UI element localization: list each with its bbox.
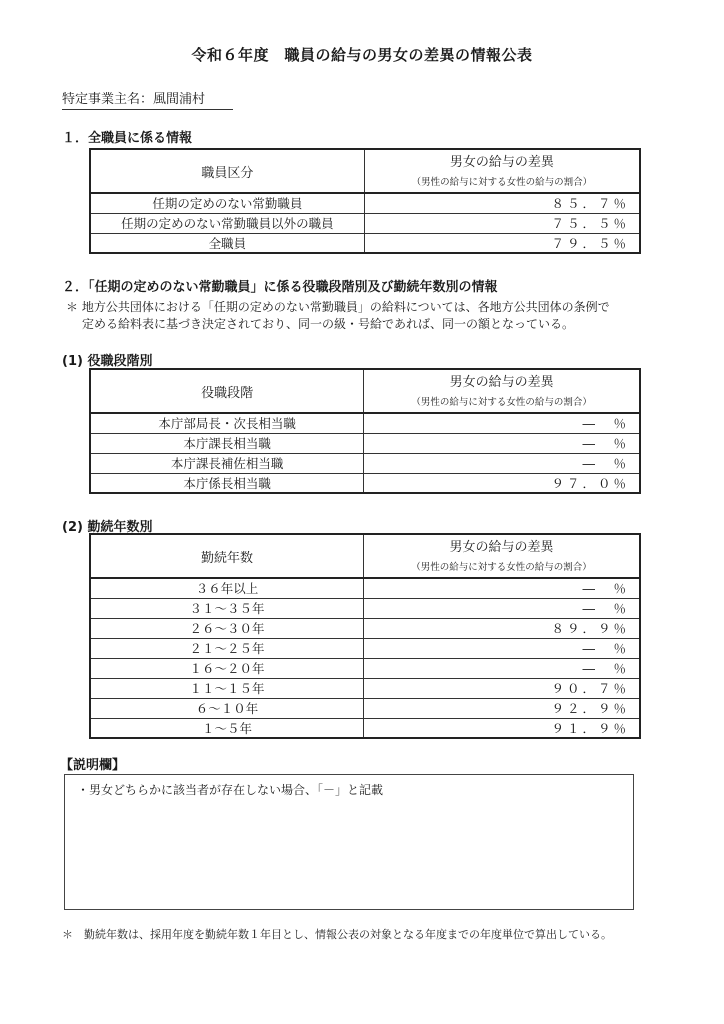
row-value: ９２．９％ xyxy=(364,698,640,718)
row-label: 本庁部局長・次長相当職 xyxy=(90,413,364,433)
sub1-heading: (1) 役職段階別 xyxy=(62,354,153,369)
all-staff-table xyxy=(89,148,641,254)
row-value: ― ％ xyxy=(364,638,640,658)
row-label: 全職員 xyxy=(90,233,364,253)
footnote: ＊ 勤続年数は、採用年度を勤続年数１年目とし、情報公表の対象となる年度までの年度単位で算出している。 xyxy=(62,928,612,941)
row-value: ８５．７％ xyxy=(364,193,640,213)
memo-box xyxy=(64,774,634,910)
row-value: ― ％ xyxy=(364,598,640,618)
row-label: 本庁課長相当職 xyxy=(90,433,364,453)
years-of-service-table xyxy=(89,533,641,739)
row-label: 本庁課長補佐相当職 xyxy=(90,453,364,473)
document-title: 令和６年度 職員の給与の男女の差異の情報公表 xyxy=(191,46,533,64)
row-label: ３６年以上 xyxy=(90,578,364,598)
sub2-heading: (2) 勤続年数別 xyxy=(62,520,153,535)
col-header-gap-main: 男女の給与の差異 xyxy=(449,540,554,555)
table-row xyxy=(90,598,640,618)
row-value: ― ％ xyxy=(364,413,640,433)
table-row xyxy=(90,698,640,718)
col-header-category: 職員区分 xyxy=(90,149,364,193)
table-row xyxy=(90,193,640,213)
row-value: ― ％ xyxy=(364,658,640,678)
row-value: ８９．９％ xyxy=(364,618,640,638)
table-row xyxy=(90,213,640,233)
section2-note-line2: 定める給料表に基づき決定されており、同一の級・号給であれば、同一の額となっている。 xyxy=(82,317,575,331)
table-row xyxy=(90,718,640,738)
col-header-gap xyxy=(364,369,640,413)
row-value: ９１．９％ xyxy=(364,718,640,738)
col-header-gap-main: 男女の給与の差異 xyxy=(449,155,554,170)
col-header-gap xyxy=(364,534,640,578)
table-row xyxy=(90,658,640,678)
col-header-gap-sub: （男性の給与に対する女性の給与の割合） xyxy=(411,397,592,408)
col-header-years: 勤続年数 xyxy=(90,534,364,578)
row-value: ９０．７％ xyxy=(364,678,640,698)
row-label: 任期の定めのない常勤職員以外の職員 xyxy=(90,213,364,233)
memo-text: ・男女どちらかに該当者が存在しない場合、「－」と記載 xyxy=(77,783,384,797)
col-header-gap-main: 男女の給与の差異 xyxy=(449,375,554,390)
row-label: 任期の定めのない常勤職員 xyxy=(90,193,364,213)
table-row xyxy=(90,413,640,433)
row-value: ９７．０％ xyxy=(364,473,640,493)
table-row xyxy=(90,473,640,493)
row-value: ７５．５％ xyxy=(364,213,640,233)
row-value: ― ％ xyxy=(364,453,640,473)
row-label: １１～１５年 xyxy=(90,678,364,698)
table-row xyxy=(90,578,640,598)
table-row xyxy=(90,678,640,698)
position-level-table xyxy=(89,368,641,494)
table-row xyxy=(90,453,640,473)
col-header-position: 役職段階 xyxy=(90,369,364,413)
row-label: ３１～３５年 xyxy=(90,598,364,618)
row-value: ７９．５％ xyxy=(364,233,640,253)
section2-heading: ２．「任期の定めのない常勤職員」に係る役職段階別及び勤続年数別の情報 xyxy=(62,280,498,295)
memo-heading: 【説明欄】 xyxy=(60,758,126,773)
table-row xyxy=(90,638,640,658)
row-label: ２１～２５年 xyxy=(90,638,364,658)
row-label: ６～１０年 xyxy=(90,698,364,718)
row-label: １～５年 xyxy=(90,718,364,738)
col-header-gap-sub: （男性の給与に対する女性の給与の割合） xyxy=(411,562,592,573)
row-value: ― ％ xyxy=(364,433,640,453)
employer-name: 特定事業主名：風間浦村 xyxy=(62,88,233,110)
row-label: １６～２０年 xyxy=(90,658,364,678)
col-header-gap xyxy=(364,149,640,193)
row-value: ― ％ xyxy=(364,578,640,598)
row-label: ２６～３０年 xyxy=(90,618,364,638)
row-label: 本庁係長相当職 xyxy=(90,473,364,493)
table-row xyxy=(90,618,640,638)
col-header-gap-sub: （男性の給与に対する女性の給与の割合） xyxy=(411,177,593,188)
table-row xyxy=(90,433,640,453)
section2-note-line1: ＊ 地方公共団体における「任期の定めのない常勤職員」の給料については、各地方公共団体の条例で xyxy=(66,300,610,314)
section1-heading: １．全職員に係る情報 xyxy=(62,131,193,146)
table-row xyxy=(90,233,640,253)
